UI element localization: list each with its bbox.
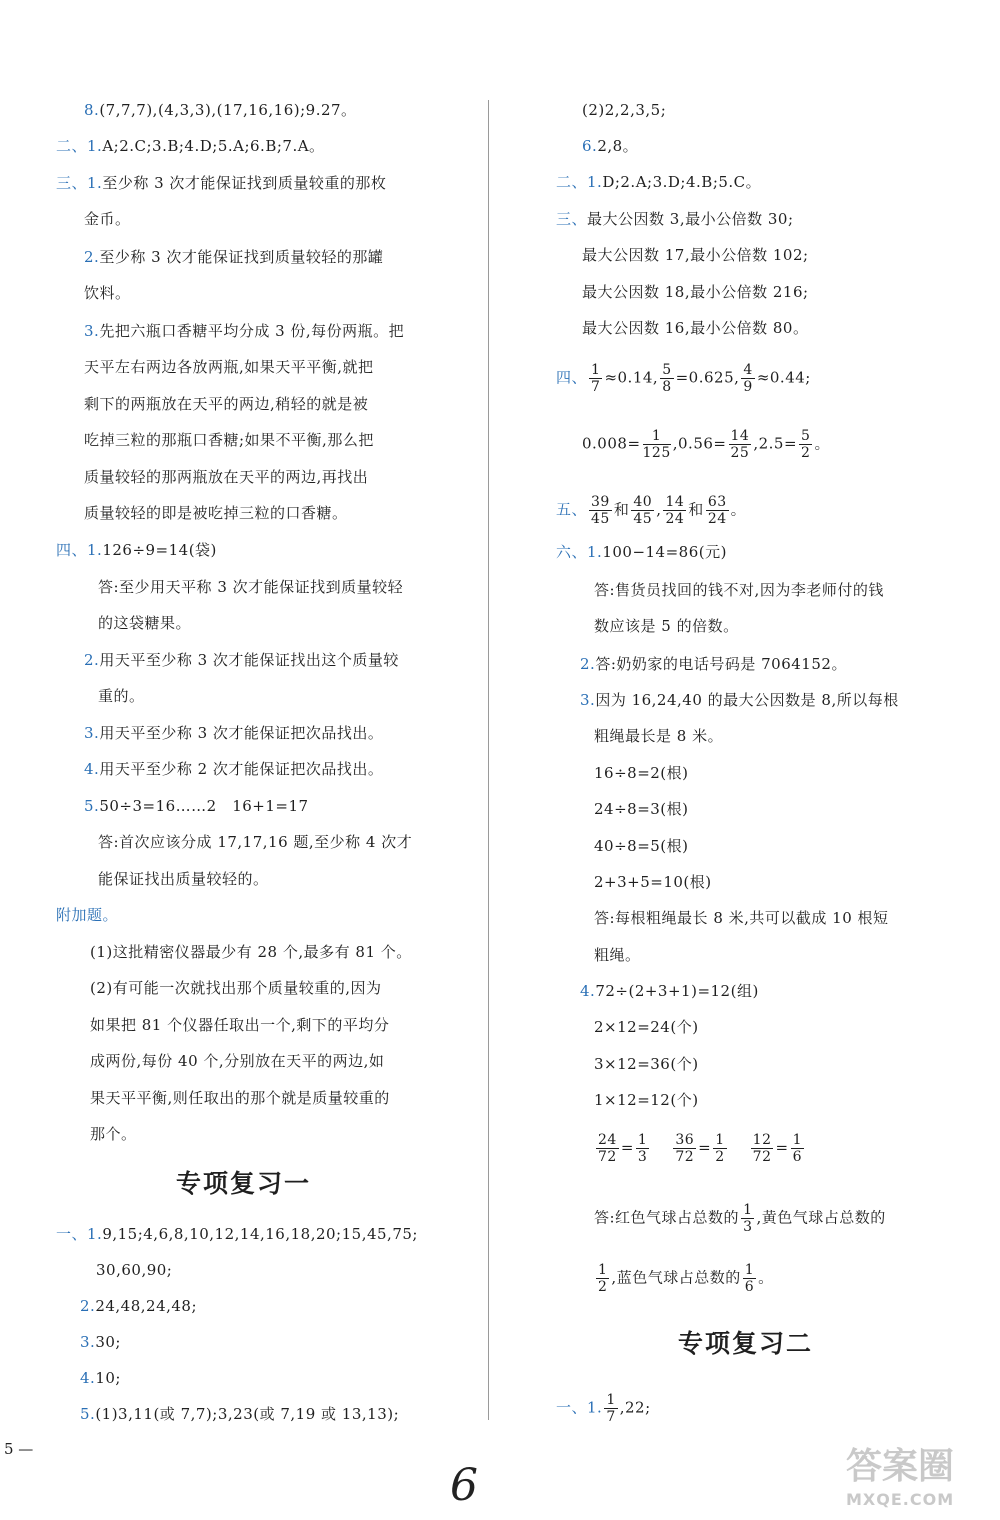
numerator: 39 [591, 494, 610, 510]
item-number: 3. [580, 691, 596, 709]
equation-text: 。 [814, 434, 830, 453]
equation-text: 。 [730, 500, 747, 519]
numerator: 24 [598, 1132, 617, 1148]
item-number: 8. [84, 101, 100, 119]
answer-line: 的这袋糖果。 [98, 614, 192, 632]
denominator: 7 [591, 379, 601, 395]
equation-text: 答:红色气球占总数的 [594, 1208, 740, 1227]
watermark-logo [846, 1438, 976, 1518]
item-number: 六、1. [556, 543, 603, 561]
answer-line: 30,60,90; [96, 1261, 173, 1279]
item-number: 四、 [556, 368, 588, 387]
equation-text: , [656, 500, 662, 519]
answer-line: 1×12=12(个) [594, 1091, 699, 1109]
numerator: 1 [643, 428, 671, 445]
answer-line: 最大公因数 17,最小公倍数 102; [582, 246, 809, 264]
answer-line: 2.至少称 3 次才能保证找到质量较轻的那罐 [84, 248, 384, 266]
denominator: 8 [662, 379, 672, 395]
fraction [589, 362, 602, 395]
item-number: 4. [80, 1369, 96, 1387]
answer-line: 3×12=36(个) [594, 1055, 699, 1073]
section-heading: 专项复习一 [176, 1169, 312, 1198]
denominator: 2 [715, 1149, 725, 1165]
equation-text: ,2.5= [753, 434, 798, 453]
section-heading: 专项复习二 [678, 1329, 814, 1358]
answer-line: 6.2,8。 [582, 137, 639, 155]
fraction [660, 362, 673, 395]
answer-line: 一、1.9,15;4,6,8,10,12,14,16,18,20;15,45,75; [56, 1225, 418, 1243]
numerator: 4 [743, 362, 753, 378]
denominator: 125 [642, 445, 671, 461]
answer-line: 4.用天平至少称 2 次才能保证把次品找出。 [84, 760, 384, 778]
equation-text: 和 [688, 500, 704, 519]
numerator: 36 [675, 1132, 695, 1148]
item-number: 三、 [556, 210, 588, 228]
denominator: 24 [707, 511, 727, 527]
equation-text: 和 [613, 500, 630, 519]
numerator: 14 [730, 428, 750, 444]
column-divider [488, 100, 489, 1420]
answer-line: 3.因为 16,24,40 的最大公因数是 8,所以每根 [580, 691, 899, 709]
item-number: 6. [582, 137, 598, 155]
numerator: 63 [707, 494, 727, 510]
answer-line: 质量较轻的即是被吃掉三粒的口香糖。 [84, 504, 348, 522]
item-number: 3. [84, 724, 100, 742]
fraction [673, 1132, 696, 1165]
answer-line: 4.72÷(2+3+1)=12(组) [580, 982, 759, 1000]
fraction [706, 494, 729, 527]
denominator: 9 [743, 379, 753, 395]
answer-line: 二、1.D;2.A;3.D;4.B;5.C。 [556, 173, 762, 191]
answer-line: 3.用天平至少称 3 次才能保证把次品找出。 [84, 724, 384, 742]
answer-line: 2.24,48,24,48; [80, 1297, 198, 1315]
answer-line: 六、1.100−14=86(元) [556, 543, 727, 561]
watermark-text: 答案圈 [846, 1446, 955, 1487]
denominator: 6 [744, 1279, 755, 1295]
answer-line: (2)2,2,3,5; [582, 101, 667, 119]
denominator: 72 [598, 1149, 617, 1165]
answer-line: 四、1.126÷9=14(袋) [56, 541, 217, 559]
answer-line: 三、最大公因数 3,最小公倍数 30; [556, 210, 794, 228]
fraction [604, 1392, 617, 1425]
denominator: 25 [730, 445, 750, 461]
answer-line: 三、1.至少称 3 次才能保证找到质量较重的那枚 [56, 174, 387, 192]
equation-text: = [620, 1138, 634, 1157]
watermark-url: MXQE.COM [846, 1490, 955, 1509]
denominator: 45 [591, 511, 610, 527]
numerator: 1 [743, 1202, 753, 1218]
item-number: 5. [80, 1405, 96, 1423]
item-number: 2. [84, 248, 100, 266]
fraction-line [556, 362, 811, 395]
fraction [596, 1262, 609, 1295]
numerator: 5 [662, 362, 672, 378]
equation-text: ,蓝色气球占总数的 [611, 1268, 741, 1287]
answer-line: 天平左右两边各放两瓶,如果天平平衡,就把 [84, 358, 374, 376]
fraction [791, 1132, 804, 1165]
numerator: 12 [752, 1132, 772, 1148]
answer-line: 答:首次应该分成 17,17,16 题,至少称 4 次才 [98, 833, 413, 851]
answer-line: 24÷8=3(根) [594, 800, 689, 818]
fraction [596, 1132, 619, 1165]
denominator: 45 [633, 511, 653, 527]
answer-line: (1)这批精密仪器最少有 28 个,最多有 81 个。 [90, 943, 412, 961]
numerator: 40 [633, 494, 653, 510]
answer-line: 最大公因数 18,最小公倍数 216; [582, 283, 809, 301]
equation-text: =0.625, [675, 368, 740, 387]
item-number: 五、 [556, 500, 588, 519]
fraction-line [594, 1202, 886, 1235]
fraction [589, 494, 612, 527]
numerator: 1 [591, 362, 601, 378]
item-number: 四、1. [56, 541, 103, 559]
numerator: 1 [744, 1262, 755, 1278]
equation-text: ,0.56= [672, 434, 727, 453]
answer-line: 粗绳最长是 8 米。 [594, 727, 724, 745]
item-number: 4. [580, 982, 596, 1000]
fraction [713, 1132, 726, 1165]
denominator: 24 [665, 511, 685, 527]
section-label: 附加题。 [56, 906, 119, 924]
fraction [741, 362, 754, 395]
answer-line: 能保证找出质量较轻的。 [98, 870, 269, 888]
equation-text: = [775, 1138, 789, 1157]
item-number: 三、1. [56, 174, 103, 192]
answer-line: 重的。 [98, 687, 145, 705]
fraction-line [556, 1392, 651, 1425]
answer-line: 2.用天平至少称 3 次才能保证找出这个质量较 [84, 651, 399, 669]
fraction [743, 1262, 756, 1295]
handwritten-number: 6 [450, 1460, 478, 1511]
numerator: 1 [598, 1262, 608, 1278]
answer-line: 剩下的两瓶放在天平的两边,稍轻的就是被 [84, 395, 369, 413]
item-number: 5. [84, 797, 100, 815]
item-number: 4. [84, 760, 100, 778]
numerator: 5 [801, 428, 811, 444]
answer-line: 质量较轻的那两瓶放在天平的两边,再找出 [84, 468, 369, 486]
answer-line: 答:售货员找回的钱不对,因为李老师付的钱 [594, 581, 884, 599]
fraction [741, 1202, 754, 1235]
denominator: 6 [792, 1149, 802, 1165]
item-number: 二、1. [56, 137, 103, 155]
fraction [631, 494, 654, 527]
item-number: 2. [80, 1297, 96, 1315]
denominator: 7 [606, 1409, 616, 1425]
item-number: 2. [84, 651, 100, 669]
denominator: 3 [743, 1219, 753, 1235]
fraction-line [594, 1262, 774, 1295]
fraction-line [594, 1132, 806, 1165]
fraction-line [556, 494, 746, 527]
item-number: 2. [580, 655, 596, 673]
equation-text: 0.008= [582, 434, 641, 453]
answer-line: 16÷8=2(根) [594, 764, 689, 782]
answer-line: 答:每根粗绳最长 8 米,共可以截成 10 根短 [594, 909, 889, 927]
fraction [643, 428, 671, 461]
equation-text: ≈0.14, [604, 368, 659, 387]
answer-line: 最大公因数 16,最小公倍数 80。 [582, 319, 809, 337]
denominator: 2 [598, 1279, 608, 1295]
numerator: 1 [792, 1132, 802, 1148]
fraction [729, 428, 752, 461]
answer-line: 3.先把六瓶口香糖平均分成 3 份,每份两瓶。把 [84, 322, 405, 340]
answer-line: 2.答:奶奶家的电话号码是 7064152。 [580, 655, 847, 673]
item-number: 一、1. [56, 1225, 103, 1243]
answer-line: 成两份,每份 40 个,分别放在天平的两边,如 [90, 1052, 385, 1070]
fraction [799, 428, 812, 461]
page-number: 5 — [4, 1440, 34, 1458]
fraction [636, 1132, 649, 1165]
fraction-line [582, 428, 830, 461]
item-number: 3. [80, 1333, 96, 1351]
answer-line: 4.10; [80, 1369, 121, 1387]
equation-text: ,22; [619, 1398, 651, 1417]
equation-text: = [698, 1138, 712, 1157]
answer-line: 答:至少用天平称 3 次才能保证找到质量较轻 [98, 578, 404, 596]
denominator: 72 [752, 1149, 772, 1165]
answer-line: 吃掉三粒的那瓶口香糖;如果不平衡,那么把 [84, 431, 374, 449]
numerator: 14 [665, 494, 685, 510]
answer-line: 果天平平衡,则任取出的那个就是质量较重的 [90, 1089, 390, 1107]
answer-line: 3.30; [80, 1333, 121, 1351]
denominator: 72 [675, 1149, 695, 1165]
denominator: 3 [637, 1149, 648, 1165]
item-number: 一、1. [556, 1398, 603, 1417]
answer-line: 40÷8=5(根) [594, 837, 689, 855]
numerator: 1 [715, 1132, 725, 1148]
answer-line: 2×12=24(个) [594, 1018, 699, 1036]
equation-text: 。 [758, 1268, 774, 1287]
answer-line: (2)有可能一次就找出那个质量较重的,因为 [90, 979, 382, 997]
answer-line: 2+3+5=10(根) [594, 873, 712, 891]
item-number: 二、1. [556, 173, 603, 191]
answer-line: 二、1.A;2.C;3.B;4.D;5.A;6.B;7.A。 [56, 137, 325, 155]
equation-text: ,黄色气球占总数的 [756, 1208, 886, 1227]
answer-line: 如果把 81 个仪器任取出一个,剩下的平均分 [90, 1016, 390, 1034]
answer-line: 粗绳。 [594, 946, 641, 964]
answer-line: 金币。 [84, 210, 131, 228]
numerator: 1 [606, 1392, 616, 1408]
answer-line: 5.50÷3=16……2 16+1=17 [84, 797, 309, 815]
equation-text: ≈0.44; [756, 368, 811, 387]
numerator: 1 [637, 1132, 648, 1148]
answer-line: 5.(1)3,11(或 7,7);3,23(或 7,19 或 13,13); [80, 1405, 400, 1423]
fraction [663, 494, 686, 527]
fraction [751, 1132, 774, 1165]
item-number: 3. [84, 322, 100, 340]
answer-line: 那个。 [90, 1125, 137, 1143]
answer-line: 饮料。 [84, 284, 131, 302]
answer-line: 8.(7,7,7),(4,3,3),(17,16,16);9.27。 [84, 101, 357, 119]
answer-line: 数应该是 5 的倍数。 [594, 617, 739, 635]
denominator: 2 [801, 445, 811, 461]
